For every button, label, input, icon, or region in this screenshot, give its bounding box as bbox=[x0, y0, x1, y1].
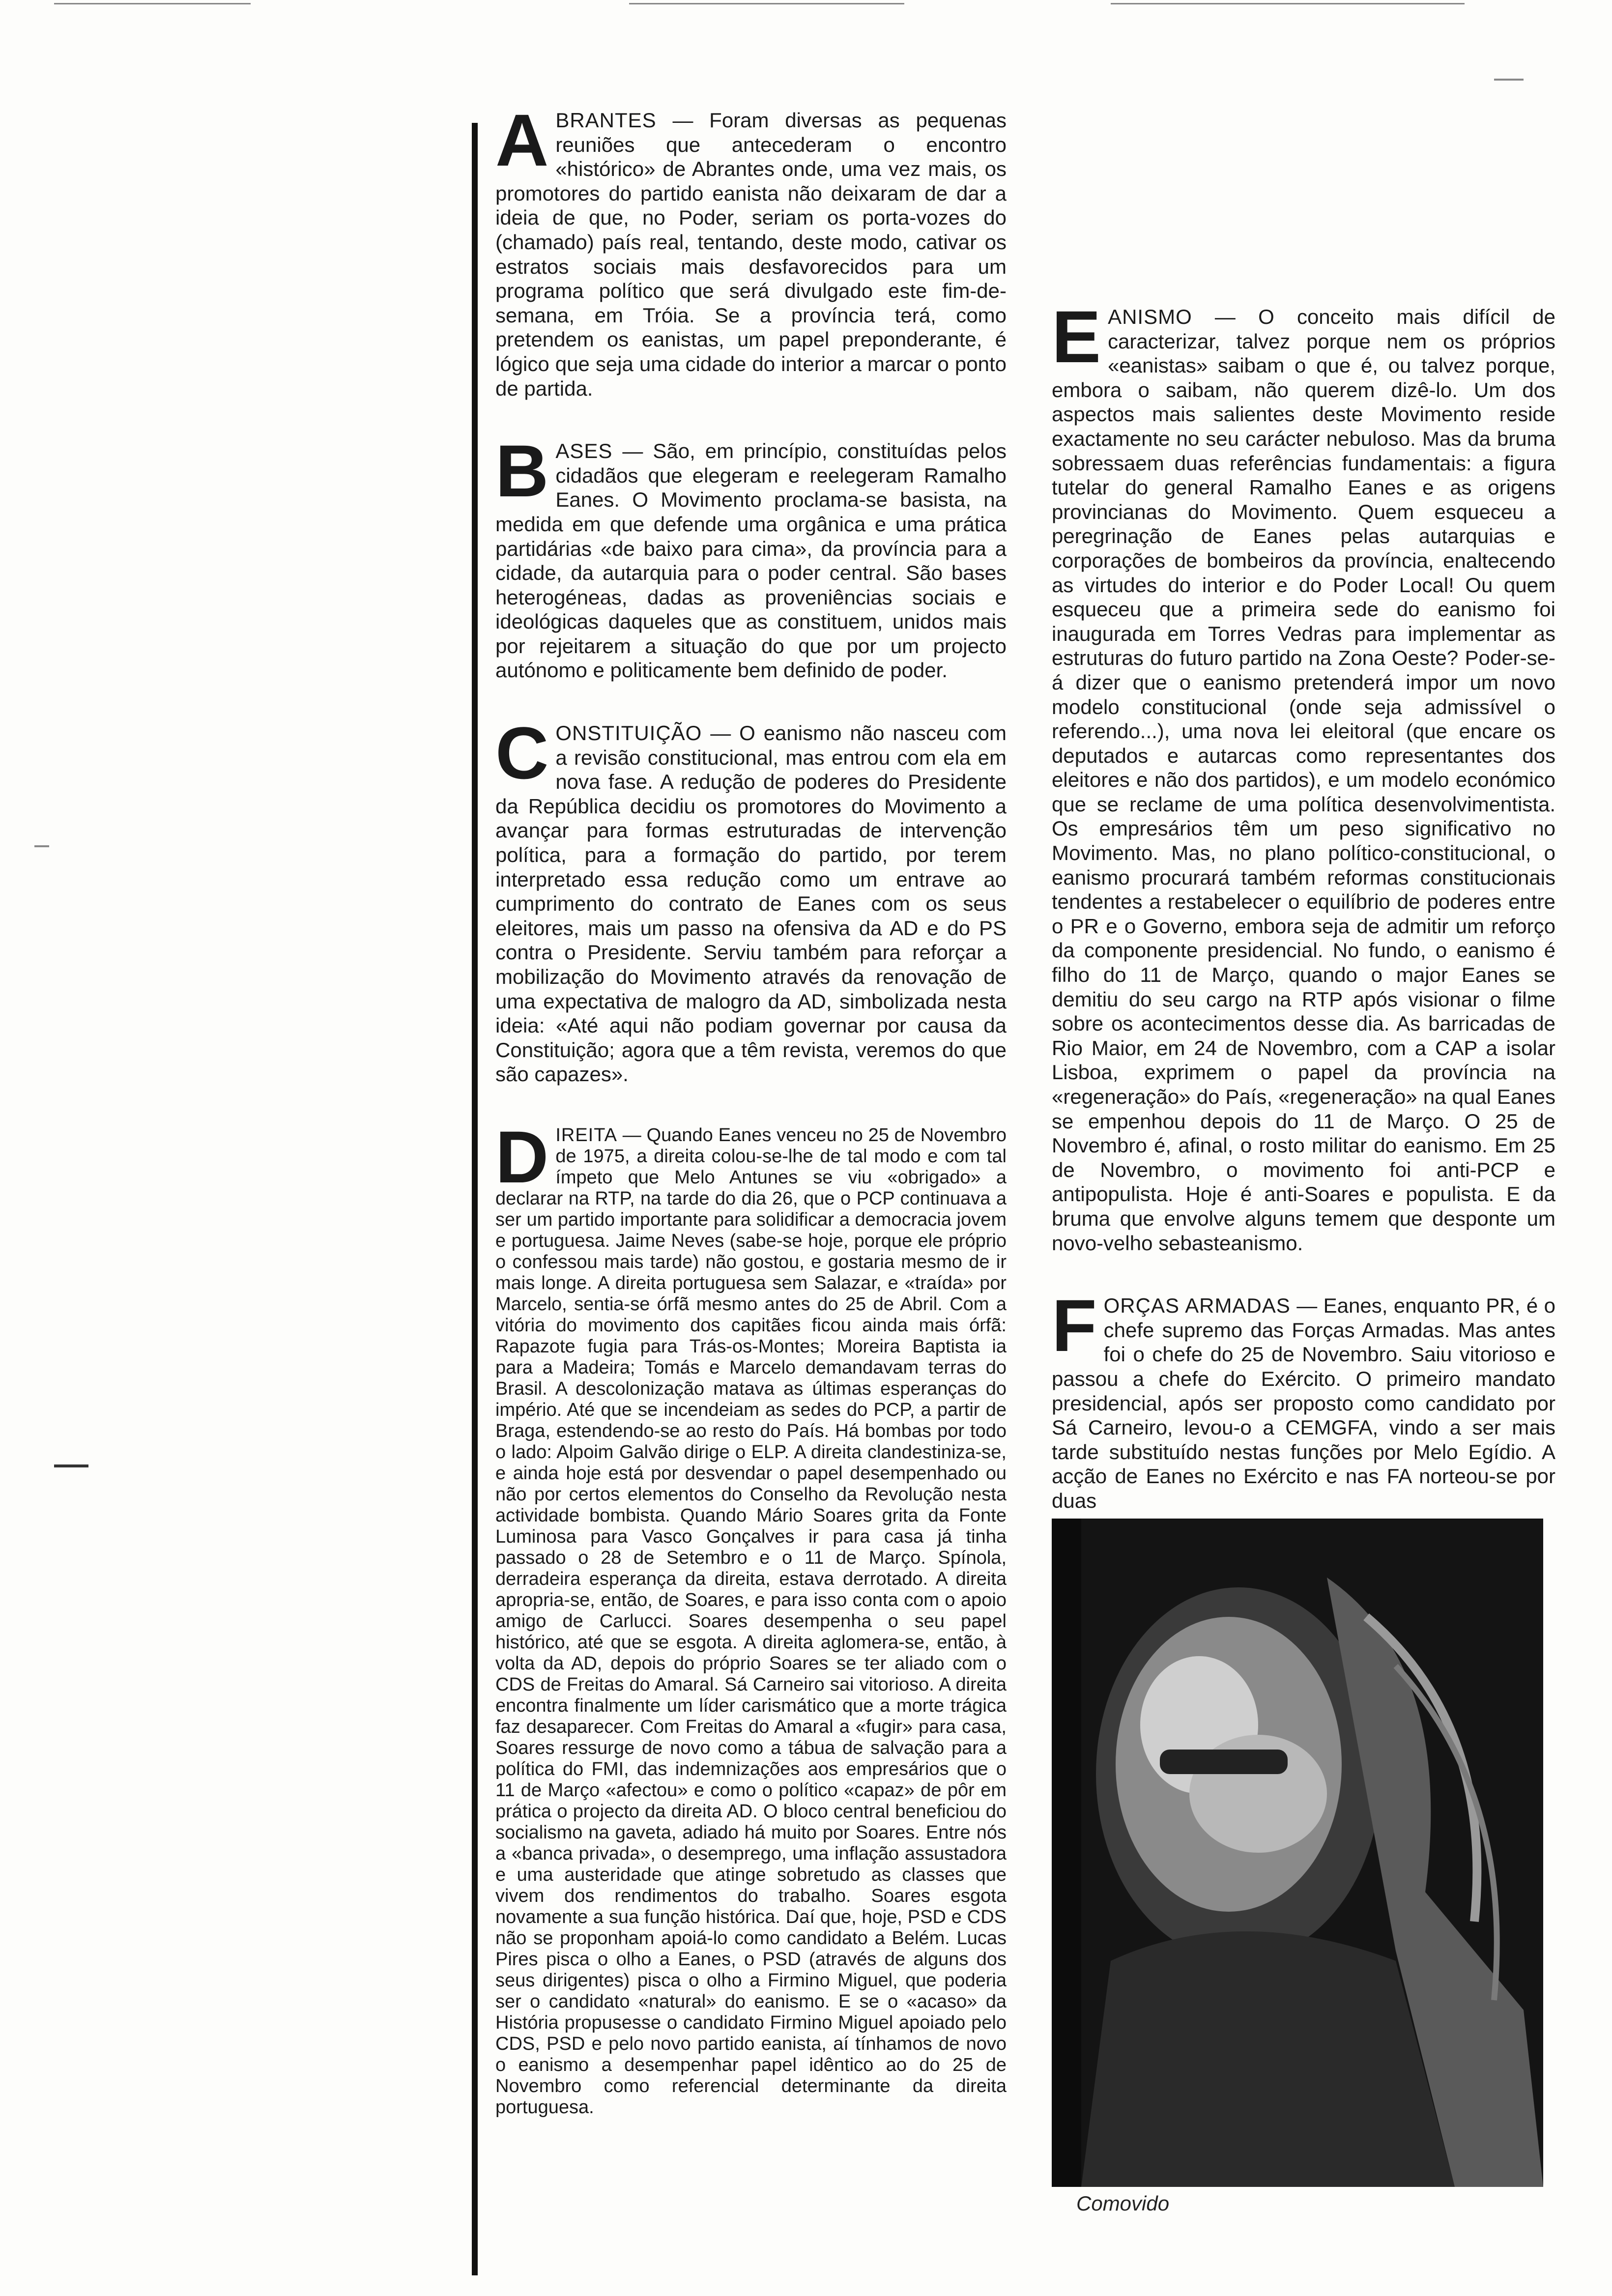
article-column-left bbox=[495, 99, 1007, 2118]
section-direita bbox=[495, 1115, 1007, 2118]
section-constituicao bbox=[495, 712, 1007, 1087]
scan-mark-right bbox=[1494, 79, 1524, 81]
portrait-photo-graphic bbox=[1052, 1519, 1543, 2187]
section-abrantes bbox=[495, 99, 1007, 401]
section-body: — Eanes, enquanto PR, é o chefe supremo das Forças Armadas. Mas antes foi o chefe do 25 de Novembro. Saiu vitorioso e passou a chefe do Exército. O primeiro mandato presidencial, após ser proposto como candidato por Sá Carneiro, levou-o a CEMGFA, vindo a ser mais tarde substituído nestas funções por Melo Egídio. A acção de Eanes no Exército e nas FA norteou-se por duas bbox=[1052, 1294, 1555, 1512]
section-keyword: IREITA bbox=[555, 1124, 617, 1146]
scan-line-top bbox=[54, 3, 251, 4]
photo-caption: Comovido bbox=[1076, 2192, 1170, 2215]
section-text bbox=[495, 99, 1007, 401]
section-body: — Quando Eanes venceu no 25 de Novembro de 1975, a direita colou-se-lhe de tal modo e com tal ímpeto que Melo Antunes se viu «obrigado» a declarar na RTP, na tarde do dia 26, que o PCP continuava a ser um partido importante para solidificar a democracia jovem e portuguesa. Jaime Neves (sabe-se hoje, porque ele próprio o confessou mais tarde) não gostou, e gostaria mesmo de ir mais longe. A direita portuguesa sem Salazar, e «traída» por Marcelo, sentia-se órfã mesmo antes do 25 de Abril. Com a vitória do movimento dos capitães ficou ainda mais órfã: Rapazote fugia para Trás-os-Montes; Moreira Baptista ia para a Madeira; Tomás e Marcelo demandavam terras do Brasil. A descolonização matava as últimas esperanças do império. Até que se incendeiam as sedes do PCP, a partir de Braga, estendendo-se ao resto do País. Há bombas por todo o lado: Alpoim Galvão dirige o ELP. A direita clandestiniza-se, e ainda hoje está por desvendar o papel desempenhado ou não por certos elementos do Conselho da Revolução nesta actividade bombista. Quando Mário Soares grita da Fonte Luminosa para Vasco Gonçalves ir para casa já tinha passado o 28 de Setembro e o 11 de Março. Spínola, derradeira esperança da direita, estava derrotado. A direita apropria-se, então, de Soares, e para isso conta com o apoio amigo de Carlucci. Soares desempenha o seu papel histórico, até que se esgota. A direita aglomera-se, então, à volta da AD, depois do próprio Soares se ter aliado com o CDS de Freitas do Amaral. Sá Carneiro sai vitorioso. A direita encontra finalmente um líder carismático que a morte trágica faz desaparecer. Com Freitas do Amaral a «fugir» para casa, Soares ressurge de novo como a tábua de salvação para a política do FMI, das indemnizações aos empresários que o 11 de Março «afectou» e como o político «capaz» de pôr em prática o projecto da direita AD. O bloco central beneficiou do socialismo na gaveta, adiado há muito por Soares. Entre nós a «banca privada», o desemprego, uma inflação assustadora e uma austeridade que atinge sobretudo as classes que vivem dos rendimentos do trabalho. Soares esgota novamente a sua função histórica. Daí que, hoje, PSD e CDS não se proponham apoiá-lo como candidato a Belém. Lucas Pires pisca o olho a Eanes, o PSD (através de alguns dos seus dirigentes) pisca o olho a Firmino Miguel, que poderia ser o candidato «natural» do eanismo. E se o «acaso» da História propusesse o candidato Firmino Miguel apoiado pelo CDS, PSD e pelo novo partido eanista, aí tínhamos de novo o eanismo a desempenhar papel idêntico ao do 25 de Novembro como referencial determinante da direita portuguesa. bbox=[495, 1124, 1007, 2118]
section-text bbox=[495, 430, 1007, 683]
section-text bbox=[1052, 295, 1555, 1255]
section-eanismo bbox=[1052, 295, 1555, 1255]
article-column-right bbox=[1052, 295, 1555, 1551]
section-keyword: BRANTES bbox=[555, 109, 657, 132]
scan-mark-left-2 bbox=[54, 1464, 88, 1467]
drop-cap: F bbox=[1052, 1284, 1097, 1367]
portrait-photo bbox=[1052, 1519, 1543, 2187]
drop-cap: E bbox=[1052, 295, 1101, 378]
scan-mark-left bbox=[34, 845, 49, 847]
drop-cap: B bbox=[495, 430, 549, 513]
section-body: — O conceito mais difícil de caracterizar, talvez porque nem os próprios «eanistas» saibam o que é, ou talvez porque, embora o saibam, não querem dizê-lo. Um dos aspectos mais salientes deste Movimento reside exactamente no seu carácter nebuloso. Mas da bruma sobressaem duas referências fundamentais: a figura tutelar do general Ramalho Eanes e as origens provincianas do Movimento. Quem esqueceu a peregrinação de Eanes pelas autarquias e corporações de bombeiros da província, enaltecendo as virtudes do interior e do Poder Local! Ou quem esqueceu que a primeira sede do eanismo foi inaugurada em Torres Vedras para implementar as estruturas do futuro partido na Zona Oeste? Poder-se-á dizer que o eanismo pretenderá impor um novo modelo constitucional (onde seja admissível o referendo...), uma nova lei eleitoral (que encare os deputados e autarcas como representantes dos eleitores e não dos partidos), e um modelo económico que se reclame de uma política desenvolvimentista. Os empresários têm um peso significativo no Movimento. Mas, no plano político-constitucional, o eanismo procurará também reformas constitucionais tendentes a restabelecer o equilíbrio de poderes entre o PR e o Governo, embora seja de admitir um reforço da componente presidencial. No fundo, o eanismo é filho do 11 de Março, quando o major Eanes se demitiu do seu cargo na RTP após visionar o filme sobre os acontecimentos desse dia. As barricadas de Rio Maior, em 24 de Novembro, com a CAP a isolar Lisboa, exprimem o papel da província na «regeneração» do País, «regeneração» na qual Eanes se empenhou depois do 11 de Março. O 25 de Novembro é, afinal, o rosto militar do eanismo. Em 25 de Novembro, o movimento foi anti-PCP e antipopulista. Hoje é anti-Soares e populista. E da bruma que envolve alguns temem que desponte um novo-velho sebasteanismo. bbox=[1052, 305, 1555, 1255]
section-keyword: ASES bbox=[555, 439, 613, 463]
section-text bbox=[1052, 1284, 1555, 1513]
section-body: — Foram diversas as pequenas reuniões que antecederam o encontro «histórico» de Abrantes onde, uma vez mais, os promotores do partido eanista não deixaram de dar a ideia de que, no Poder, seriam os porta-vozes do (chamado) país real, tentando, deste modo, cativar os estratos sociais mais desfavorecidos para um programa político que será divulgado este fim-de-semana, em Tróia. Se a província terá, como pretendem os eanistas, um papel preponderante, é lógico que seja uma cidade do interior a marcar o ponto de partida. bbox=[495, 109, 1007, 400]
section-keyword: ANISMO bbox=[1108, 305, 1192, 328]
section-keyword: ONSTITUIÇÃO bbox=[555, 721, 702, 745]
drop-cap: D bbox=[495, 1115, 549, 1198]
drop-cap: A bbox=[495, 99, 549, 181]
section-text bbox=[495, 712, 1007, 1087]
section-body: — São, em princípio, constituídas pelos cidadãos que elegeram e reelegeram Ramalho Eanes. O Movimento proclama-se basista, na medida em que defende uma orgânica e uma prática partidárias «de baixo para cima», da província para a cidade, da autarquia para o poder central. São bases heterogéneas, dadas as proveniências sociais e ideológicas daqueles que as constituem, unidos mais por rejeitarem a situação do que por um projecto autónomo e politicamente bem definido de poder. bbox=[495, 439, 1007, 682]
section-bases bbox=[495, 430, 1007, 683]
section-body: — O eanismo não nasceu com a revisão constitucional, mas entrou com ela em nova fase. A redução de poderes do Presidente da República decidiu os promotores do Movimento a avançar para formas estruturadas de intervenção política, para a formação do partido, por terem interpretado essa redução como um entrave ao cumprimento do contrato de Eanes com os seus eleitores, mais um passo na ofensiva da AD e do PS contra o Presidente. Serviu também para reforçar a mobilização do Movimento através da renovação de uma expectativa de malogro da AD, simbolizada nesta ideia: «Até aqui não podiam governar por causa da Constituição; agora que a têm revista, veremos do que são capazes». bbox=[495, 721, 1007, 1086]
section-forcas-armadas bbox=[1052, 1284, 1555, 1513]
scan-line-top-2 bbox=[629, 3, 904, 4]
section-keyword: ORÇAS ARMADAS bbox=[1103, 1294, 1291, 1318]
drop-cap: C bbox=[495, 712, 549, 795]
scan-line-top-3 bbox=[1111, 3, 1465, 4]
section-text bbox=[495, 1115, 1007, 2118]
